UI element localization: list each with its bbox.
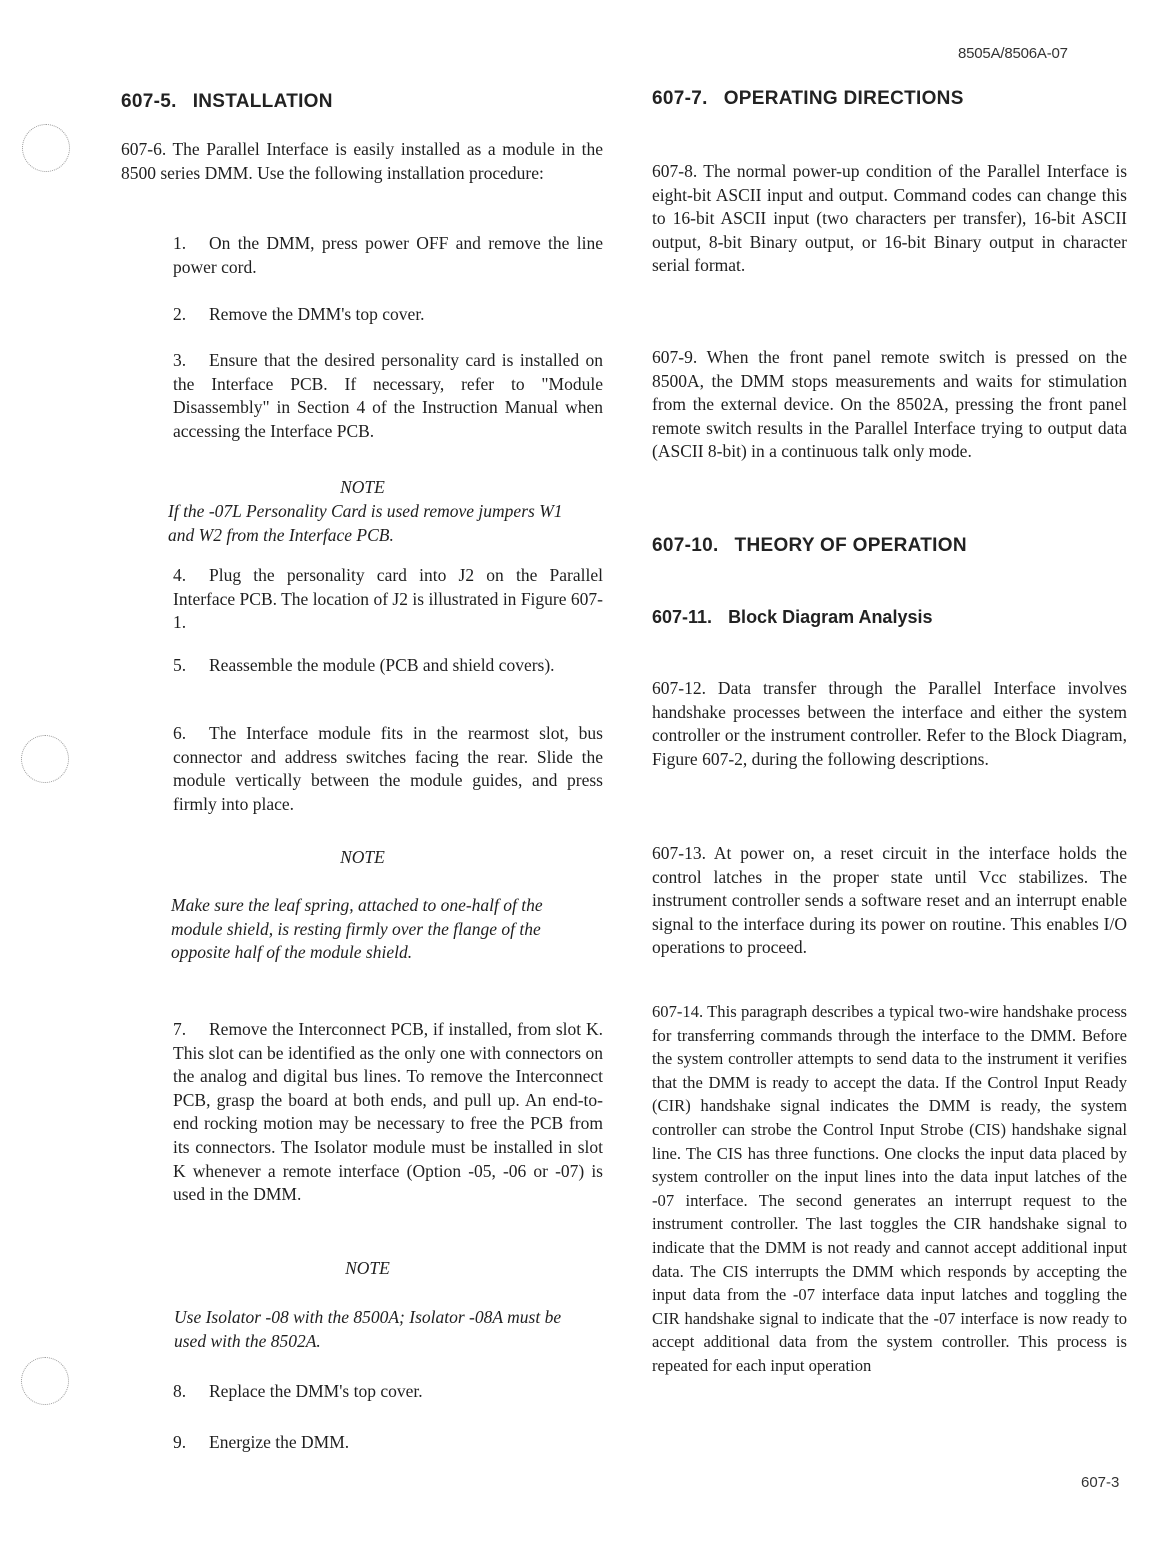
step-text: Reassemble the module (PCB and shield covers). <box>209 655 555 675</box>
step-text: Remove the DMM's top cover. <box>209 304 425 324</box>
paragraph-607-8: 607-8. The normal power-up condition of the Parallel Interface is eight-bit ASCII input and output. Command codes can change this to 16-bit ASCII input (two characters per transfer), 16-bit ASCII output, 8-bit Binary output, or 16-bit Binary output in character serial format. <box>652 161 1127 276</box>
document-id: 8505A/8506A-07 <box>958 45 1068 62</box>
step-number: 6. <box>173 723 187 743</box>
step-number: 1. <box>173 233 187 253</box>
step-number: 3. <box>173 350 187 370</box>
step-number: 7. <box>173 1019 187 1039</box>
paragraph-607-13: 607-13. At power on, a reset circuit in the interface holds the control latches in the proper state until Vcc stabilizes. The instrument controller sends a software reset and an interrupt enable signal to the interface during its power on routine. This enables I/O operations to proceed. <box>652 843 1127 958</box>
step-number: 8. <box>173 1381 187 1401</box>
binder-hole-bottom <box>21 1357 69 1405</box>
binder-hole-top <box>22 124 70 172</box>
section-title: THEORY OF OPERATION <box>734 535 967 556</box>
note-title-3: NOTE <box>345 1258 390 1278</box>
note-body-1: If the -07L Personality Card is used remove jumpers W1 and W2 from the Interface PCB. <box>168 501 563 545</box>
step-number: 2. <box>173 304 187 324</box>
paragraph-607-9: 607-9. When the front panel remote switch is pressed on the 8500A, the DMM stops measurements and waits for stimulation from the external device. On the 8502A, pressing the front panel remote switch results in the Parallel Interface trying to output data (ASCII 8-bit) in a continuous talk only mode. <box>652 347 1127 462</box>
step-text: Ensure that the desired personality card is installed on the Interface PCB. If necessary, refer to "Module Disassembly" in Section 4 of the Instruction Manual when accessing the Interface PCB. <box>173 350 603 441</box>
paragraph-607-14: 607-14. This paragraph describes a typical two-wire handshake process for transferring commands through the interface to the DMM. Before the system controller attempts to send data to the instrument it verifies that the DMM is ready to accept the data. If the Control Input Ready (CIR) handshake signal indicates the DMM is ready, the system controller can strobe the Control Input Strobe (CIS) handshake signal line. The CIS has three functions. One clocks the input data placed by system controller on the input lines into the data input latches of the -07 interface. The second generates an interrupt request to the instrument controller. The last toggles the CIR handshake signal to indicate that the DMM is not ready and cannot accept additional input data. The CIS interrupts the DMM which responds by accepting the input data from the -07 interface data input latches and toggling the CIR handshake signal to indicate that the -07 interface is now ready to accept additional data from the system controller. This process is repeated for each input operation <box>652 1002 1127 1375</box>
subsection-number: 607-11. <box>652 607 713 627</box>
step-text: Replace the DMM's top cover. <box>209 1381 423 1401</box>
subsection-heading-block-diagram <box>652 607 932 628</box>
step-3 <box>173 349 603 443</box>
section-heading-theory-of-operation <box>652 535 967 557</box>
step-text: Plug the personality card into J2 on the Parallel Interface PCB. The location of J2 is illustrated in Figure 607-1. <box>173 565 603 633</box>
page-number: 607-3 <box>1081 1474 1120 1491</box>
note-title-1: NOTE <box>340 477 385 497</box>
subsection-title: Block Diagram Analysis <box>728 607 933 627</box>
step-8 <box>173 1380 603 1404</box>
section-number: 607-5. <box>121 91 177 112</box>
paragraph-607-6: 607-6. The Parallel Interface is easily installed as a module in the 8500 series DMM. Use the following installation procedure: <box>121 139 603 183</box>
step-7 <box>173 1018 603 1207</box>
step-5 <box>173 654 603 678</box>
note-body-3: Use Isolator -08 with the 8500A; Isolator -08A must be used with the 8502A. <box>174 1307 562 1351</box>
step-4 <box>173 564 603 635</box>
step-text: On the DMM, press power OFF and remove the line power cord. <box>173 233 603 277</box>
section-number: 607-10. <box>652 535 719 556</box>
note-body-2: Make sure the leaf spring, attached to one-half of the module shield, is resting firmly over the flange of the opposite half of the module shield. <box>171 895 543 963</box>
section-number: 607-7. <box>652 88 708 109</box>
step-text: Remove the Interconnect PCB, if installed, from slot K. This slot can be identified as the only one with connectors on the analog and digital bus lines. To remove the Interconnect PCB, grasp the board at both ends, and pull up. An end-to-end rocking motion may be necessary to free the PCB from its connectors. The Isolator module must be installed in slot K whenever a remote interface (Option -05, -06 or -07) is used in the DMM. <box>173 1019 603 1205</box>
section-heading-operating-directions <box>652 88 964 110</box>
binder-hole-middle <box>21 735 69 783</box>
step-2 <box>173 303 603 327</box>
section-heading-installation <box>121 91 333 113</box>
paragraph-607-12: 607-12. Data transfer through the Parallel Interface involves handshake processes between the interface and either the system controller or the instrument controller. Refer to the Block Diagram, Figure 607-2, during the following descriptions. <box>652 678 1127 769</box>
section-title: OPERATING DIRECTIONS <box>723 88 964 109</box>
step-number: 5. <box>173 655 187 675</box>
step-text: Energize the DMM. <box>209 1432 350 1452</box>
step-6 <box>173 722 603 816</box>
step-1 <box>173 232 603 279</box>
section-title: INSTALLATION <box>192 91 333 112</box>
step-number: 4. <box>173 565 187 585</box>
note-title-2: NOTE <box>340 847 385 867</box>
step-number: 9. <box>173 1432 187 1452</box>
step-9 <box>173 1431 603 1455</box>
step-text: The Interface module fits in the rearmost slot, bus connector and address switches facing the rear. Slide the module vertically between the module guides, and press firmly into place. <box>173 723 603 814</box>
